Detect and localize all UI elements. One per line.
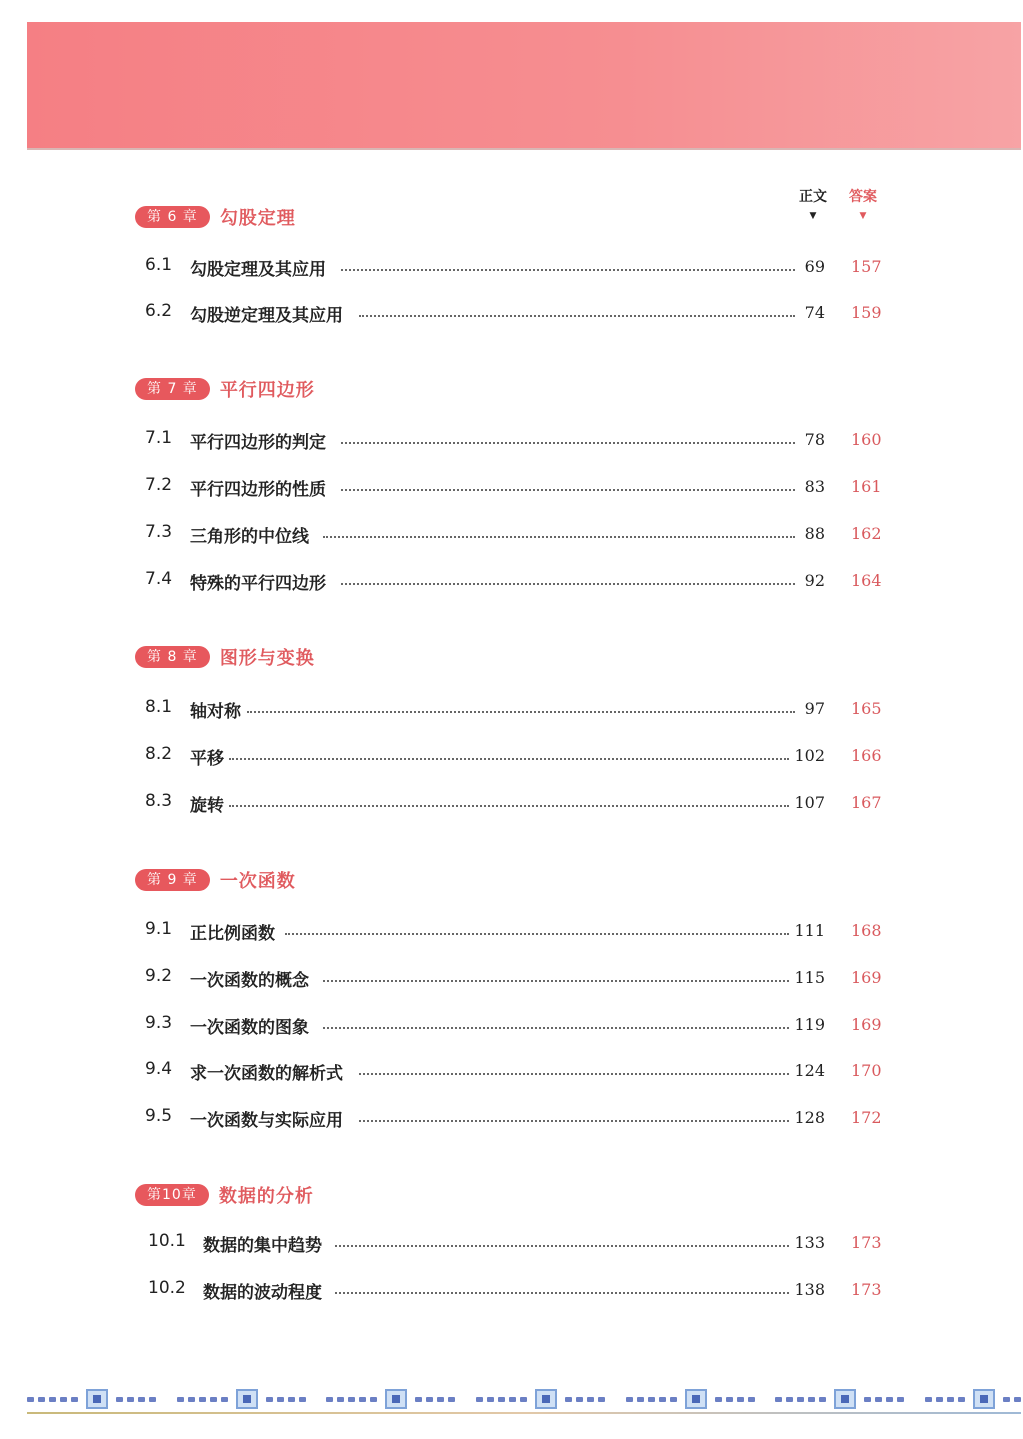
section-title: 勾股定理及其应用 [190, 255, 328, 280]
toc-row[interactable] [145, 301, 882, 327]
window-icon [236, 1389, 258, 1409]
toc-row[interactable] [145, 1106, 882, 1132]
toc-row[interactable] [145, 569, 882, 595]
chapter-title: 一次函数 [219, 871, 296, 892]
section-title: 一次函数的概念 [190, 966, 311, 991]
chapter-title: 勾股定理 [219, 208, 296, 229]
answer-page-number: 167 [851, 793, 882, 812]
dot-leader [323, 980, 789, 982]
page-number: 88 [804, 524, 825, 543]
answer-page-number: 162 [851, 524, 882, 543]
chapter-badge: 第10章 [135, 1184, 209, 1206]
answer-page-number: 169 [851, 1015, 882, 1034]
section-title: 勾股逆定理及其应用 [190, 301, 345, 326]
dot-leader [359, 315, 795, 317]
section-title: 数据的集中趋势 [203, 1231, 324, 1256]
section-title: 平行四边形的判定 [190, 428, 328, 453]
decor-group [925, 1389, 1021, 1409]
section-title: 正比例函数 [190, 919, 277, 944]
page-number: 92 [804, 571, 825, 590]
decor-group [626, 1389, 755, 1409]
dot-leader [323, 1027, 789, 1029]
toc-row[interactable] [145, 475, 882, 501]
toc-row[interactable] [145, 1059, 882, 1085]
window-icon [834, 1389, 856, 1409]
decor-group [775, 1389, 904, 1409]
section-number: 7.3 [145, 522, 173, 542]
section-number: 6.1 [145, 255, 173, 275]
page-number: 69 [804, 257, 825, 276]
footer-line [27, 1412, 1021, 1414]
chapter-heading[interactable] [135, 645, 315, 669]
header-banner [27, 22, 1021, 150]
chapter-title: 图形与变换 [219, 648, 315, 669]
toc-row[interactable] [145, 1013, 882, 1039]
answer-page-number: 169 [851, 968, 882, 987]
page-number: 128 [794, 1108, 825, 1127]
toc-row[interactable] [145, 1278, 882, 1304]
section-number: 6.2 [145, 301, 173, 321]
section-number: 9.1 [145, 919, 173, 939]
toc-row[interactable] [145, 697, 882, 723]
page-number: 74 [804, 303, 825, 322]
window-icon [973, 1389, 995, 1409]
dot-leader [341, 442, 795, 444]
chapter-badge: 第 7 章 [135, 378, 210, 400]
page-number: 107 [794, 793, 825, 812]
decor-group [476, 1389, 605, 1409]
decor-group [27, 1389, 156, 1409]
answer-page-number: 173 [851, 1280, 882, 1299]
dot-leader [341, 269, 795, 271]
down-triangle-icon: ▼ [809, 211, 817, 221]
section-title: 旋转 [190, 791, 226, 816]
section-number: 9.4 [145, 1059, 173, 1079]
section-number: 8.2 [145, 744, 173, 764]
section-number: 9.5 [145, 1106, 173, 1126]
toc-row[interactable] [145, 966, 882, 992]
section-title: 一次函数与实际应用 [190, 1106, 345, 1131]
page-number: 124 [794, 1061, 825, 1080]
decor-group [326, 1389, 455, 1409]
answer-page-number: 159 [851, 303, 882, 322]
dot-leader [359, 1120, 789, 1122]
column-header-main: 正文 ▼ [793, 186, 833, 222]
section-number: 9.2 [145, 966, 173, 986]
section-title: 求一次函数的解析式 [190, 1059, 345, 1084]
chapter-title: 平行四边形 [219, 380, 315, 401]
toc-row[interactable] [145, 791, 882, 817]
chapter-heading[interactable] [135, 868, 296, 892]
dot-leader [229, 805, 789, 807]
dot-leader [341, 489, 795, 491]
section-number: 10.2 [148, 1278, 186, 1298]
toc-row[interactable] [145, 919, 882, 945]
toc-row[interactable] [145, 522, 882, 548]
page-number: 83 [804, 477, 825, 496]
section-number: 7.4 [145, 569, 173, 589]
section-number: 7.2 [145, 475, 173, 495]
chapter-badge: 第 8 章 [135, 646, 210, 668]
section-number: 8.1 [145, 697, 173, 717]
answer-page-number: 172 [851, 1108, 882, 1127]
chapter-badge: 第 6 章 [135, 206, 210, 228]
answer-page-number: 166 [851, 746, 882, 765]
window-icon [385, 1389, 407, 1409]
chapter-heading[interactable] [135, 205, 296, 229]
page-number: 119 [794, 1015, 825, 1034]
section-title: 特殊的平行四边形 [190, 569, 328, 594]
section-title: 一次函数的图象 [190, 1013, 311, 1038]
page-number: 138 [794, 1280, 825, 1299]
column-header-answer: 答案 ▼ [843, 186, 883, 222]
section-title: 数据的波动程度 [203, 1278, 324, 1303]
toc-row[interactable] [145, 428, 882, 454]
answer-page-number: 157 [851, 257, 882, 276]
dot-leader [247, 711, 795, 713]
window-icon [535, 1389, 557, 1409]
page-number: 111 [794, 921, 825, 940]
section-title: 平移 [190, 744, 226, 769]
dot-leader [341, 583, 795, 585]
decor-group [177, 1389, 306, 1409]
window-icon [86, 1389, 108, 1409]
answer-page-number: 164 [851, 571, 882, 590]
answer-page-number: 173 [851, 1233, 882, 1252]
chapter-heading[interactable] [135, 1183, 314, 1207]
dot-leader [285, 933, 789, 935]
window-icon [685, 1389, 707, 1409]
answer-page-number: 165 [851, 699, 882, 718]
answer-page-number: 160 [851, 430, 882, 449]
page-number: 97 [804, 699, 825, 718]
section-number: 7.1 [145, 428, 173, 448]
answer-page-number: 170 [851, 1061, 882, 1080]
toc-row[interactable] [145, 744, 882, 770]
dot-leader [335, 1245, 789, 1247]
page-number: 102 [794, 746, 825, 765]
dot-leader [335, 1292, 789, 1294]
section-title: 平行四边形的性质 [190, 475, 328, 500]
section-title: 轴对称 [190, 697, 243, 722]
toc-row[interactable] [145, 255, 882, 281]
section-number: 10.1 [148, 1231, 186, 1251]
page-number: 78 [804, 430, 825, 449]
down-triangle-icon: ▼ [859, 211, 867, 221]
section-number: 9.3 [145, 1013, 173, 1033]
dot-leader [359, 1073, 789, 1075]
page-number: 115 [794, 968, 825, 987]
section-title: 三角形的中位线 [190, 522, 311, 547]
answer-page-number: 168 [851, 921, 882, 940]
chapter-title: 数据的分析 [218, 1186, 314, 1207]
toc-row[interactable] [145, 1231, 882, 1257]
dot-leader [323, 536, 795, 538]
section-number: 8.3 [145, 791, 173, 811]
answer-page-number: 161 [851, 477, 882, 496]
chapter-badge: 第 9 章 [135, 869, 210, 891]
dot-leader [229, 758, 789, 760]
chapter-heading[interactable] [135, 377, 315, 401]
page-number: 133 [794, 1233, 825, 1252]
